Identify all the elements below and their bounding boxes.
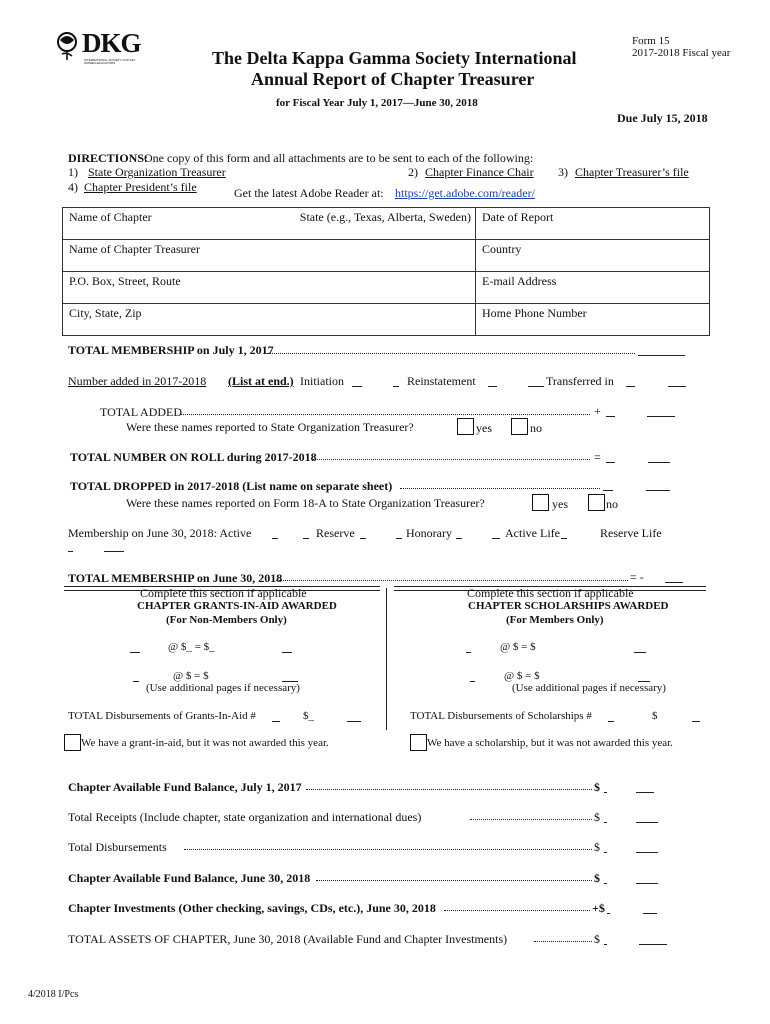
total-on-roll-input[interactable] bbox=[606, 462, 615, 463]
scholarship-row1-calc: @ $ = $ bbox=[500, 641, 536, 653]
scholarship-row1-name[interactable] bbox=[466, 652, 471, 653]
active-input[interactable] bbox=[272, 538, 278, 539]
scholarships-total-dollar: $ bbox=[652, 710, 658, 722]
transferred-label: Transferred in bbox=[546, 374, 614, 388]
grant-row1-name[interactable] bbox=[130, 652, 140, 653]
scholarships-total-label: TOTAL Disbursements of Scholarships # bbox=[410, 710, 592, 722]
city-field[interactable] bbox=[63, 304, 476, 336]
grant-row2-calc: @ $ = $ bbox=[173, 670, 209, 682]
dotted-leader bbox=[184, 849, 592, 850]
total-disbursements-input[interactable] bbox=[604, 852, 607, 853]
initiation-input-2[interactable] bbox=[393, 386, 399, 387]
table-row bbox=[63, 240, 710, 272]
reserve-input-2[interactable] bbox=[396, 538, 402, 539]
total-receipts-dollar: $ bbox=[594, 810, 600, 824]
scholarships-not-awarded-checkbox[interactable] bbox=[410, 734, 427, 751]
table-row bbox=[63, 208, 710, 240]
email-label: E-mail Address bbox=[482, 274, 557, 288]
state-field[interactable] bbox=[280, 208, 476, 240]
dotted-leader bbox=[400, 488, 600, 489]
total-disbursements-dollar: $ bbox=[594, 840, 600, 854]
grants-total-amount[interactable] bbox=[347, 721, 361, 722]
reported-no-label: no bbox=[530, 421, 542, 435]
direction-item-3-number: 3) bbox=[558, 165, 568, 179]
investments-input[interactable] bbox=[607, 913, 610, 914]
city-label: City, State, Zip bbox=[69, 306, 142, 320]
total-added-input-2[interactable] bbox=[647, 416, 675, 417]
number-added-label: Number added in 2017-2018 bbox=[68, 374, 207, 388]
total-on-roll-label: TOTAL NUMBER ON ROLL during 2017-2018 bbox=[70, 450, 317, 464]
direction-item-1-number: 1) bbox=[68, 165, 78, 179]
grants-additional-note: (Use additional pages if necessary) bbox=[146, 682, 300, 694]
total-membership-july: TOTAL MEMBERSHIP on July 1, 2017 bbox=[68, 343, 274, 357]
scholarships-complete-note: Complete this section if applicable bbox=[467, 586, 634, 600]
membership-june-label: Membership on June 30, 2018: Active bbox=[68, 526, 252, 540]
po-box-label: P.O. Box, Street, Route bbox=[69, 274, 181, 288]
reserve-label: Reserve bbox=[316, 526, 355, 540]
total-on-roll-input-2[interactable] bbox=[648, 462, 670, 463]
investments-input-2[interactable] bbox=[643, 913, 657, 914]
form18-yes-checkbox[interactable] bbox=[532, 494, 549, 511]
total-added-input[interactable] bbox=[606, 416, 615, 417]
fiscal-year-range: for Fiscal Year July 1, 2017—June 30, 2018 bbox=[276, 97, 478, 109]
reinstatement-input[interactable] bbox=[488, 386, 497, 387]
equals-dash-sign: = - bbox=[630, 570, 644, 584]
po-box-field[interactable] bbox=[63, 272, 476, 304]
initiation-input[interactable] bbox=[352, 386, 362, 387]
balance-june-dollar: $ bbox=[594, 871, 600, 885]
scholarship-row1-total[interactable] bbox=[634, 652, 646, 653]
active-input-2[interactable] bbox=[303, 538, 309, 539]
reported-question: Were these names reported to State Organization Treasurer? bbox=[126, 420, 414, 434]
scholarships-subtitle: (For Members Only) bbox=[506, 614, 604, 626]
investments-label: Chapter Investments (Other checking, savings, CDs, etc.), June 30, 2018 bbox=[68, 901, 436, 915]
scholarship-row2-name[interactable] bbox=[470, 681, 475, 682]
country-field[interactable] bbox=[476, 240, 710, 272]
grants-subtitle: (For Non-Members Only) bbox=[166, 614, 287, 626]
direction-item-4: Chapter President’s file bbox=[84, 180, 197, 194]
reported-yes-checkbox[interactable] bbox=[457, 418, 474, 435]
date-of-report-label: Date of Report bbox=[482, 210, 554, 224]
grant-row1-total[interactable] bbox=[282, 652, 292, 653]
adobe-reader-link[interactable]: https://get.adobe.com/reader/ bbox=[395, 186, 535, 200]
direction-item-2: Chapter Finance Chair bbox=[425, 165, 534, 179]
total-dropped-label: TOTAL DROPPED in 2017-2018 (List name on separate sheet) bbox=[70, 479, 393, 493]
dkg-logo bbox=[52, 26, 142, 72]
total-dropped-input-2[interactable] bbox=[646, 490, 670, 491]
treasurer-name-label: Name of Chapter Treasurer bbox=[69, 242, 200, 256]
dotted-leader bbox=[267, 353, 635, 354]
logo-subtext: INTERNATIONAL SOCIETY FOR KEY WOMEN EDUCATORS bbox=[84, 58, 136, 65]
balance-june-label: Chapter Available Fund Balance, June 30, 2018 bbox=[68, 871, 311, 885]
grants-total-label: TOTAL Disbursements of Grants-In-Aid # bbox=[68, 710, 256, 722]
form18-question: Were these names reported on Form 18-A to State Organization Treasurer? bbox=[126, 496, 485, 510]
table-row bbox=[63, 304, 710, 336]
form18-no-checkbox[interactable] bbox=[588, 494, 605, 511]
balance-july-input-2[interactable] bbox=[636, 792, 654, 793]
dotted-leader bbox=[312, 459, 590, 460]
treasurer-name-field[interactable] bbox=[63, 240, 476, 272]
balance-july-label: Chapter Available Fund Balance, July 1, 2017 bbox=[68, 780, 302, 794]
home-phone-field[interactable] bbox=[476, 304, 710, 336]
dotted-leader bbox=[276, 580, 628, 581]
grants-total-dollar: $_ bbox=[303, 710, 314, 722]
active-life-label: Active Life bbox=[505, 526, 560, 540]
reserve-life-input[interactable] bbox=[68, 551, 73, 552]
total-receipts-input[interactable] bbox=[604, 822, 607, 823]
grants-not-awarded-checkbox[interactable] bbox=[64, 734, 81, 751]
reserve-life-label: Reserve Life bbox=[600, 526, 662, 540]
scholarship-row2-calc: @ $ = $ bbox=[504, 670, 540, 682]
equals-sign: = bbox=[594, 450, 601, 464]
balance-july-input[interactable] bbox=[604, 792, 607, 793]
reserve-life-input-2[interactable] bbox=[104, 551, 124, 552]
chapter-info-table bbox=[62, 207, 710, 336]
form18-no-label: no bbox=[606, 497, 618, 511]
reinstatement-input-2[interactable] bbox=[528, 386, 544, 387]
total-membership-july-input[interactable] bbox=[638, 355, 685, 356]
dotted-leader bbox=[444, 910, 590, 911]
directions-label: DIRECTIONS: bbox=[68, 151, 149, 165]
direction-item-3: Chapter Treasurer’s file bbox=[575, 165, 689, 179]
total-disbursements-label: Total Disbursements bbox=[68, 840, 167, 854]
email-field[interactable] bbox=[476, 272, 710, 304]
grant-row2-name[interactable] bbox=[133, 681, 139, 682]
rose-emblem-icon bbox=[52, 30, 82, 62]
direction-item-1: State Organization Treasurer bbox=[88, 165, 226, 179]
total-dropped-input[interactable] bbox=[603, 490, 613, 491]
adobe-reader-text: Get the latest Adobe Reader at: bbox=[234, 186, 384, 200]
dotted-leader bbox=[180, 414, 590, 415]
total-assets-input[interactable] bbox=[604, 944, 607, 945]
scholarships-additional-note: (Use additional pages if necessary) bbox=[512, 682, 666, 694]
direction-item-2-number: 2) bbox=[408, 165, 418, 179]
honorary-input-2[interactable] bbox=[492, 538, 500, 539]
logo-text: DKG bbox=[82, 28, 141, 58]
direction-item-4-number: 4) bbox=[68, 180, 78, 194]
home-phone-label: Home Phone Number bbox=[482, 306, 587, 320]
grant-row1-calc: @ $_ = $_ bbox=[168, 641, 215, 653]
grants-not-awarded-label: We have a grant-in-aid, but it was not awarded this year. bbox=[81, 737, 329, 749]
honorary-input[interactable] bbox=[456, 538, 462, 539]
reported-no-checkbox[interactable] bbox=[511, 418, 528, 435]
investments-plus-dollar: +$ bbox=[592, 901, 605, 915]
table-row bbox=[63, 272, 710, 304]
form18-yes-label: yes bbox=[552, 497, 568, 511]
dotted-leader bbox=[534, 941, 592, 942]
initiation-label: Initiation bbox=[300, 374, 344, 388]
dotted-leader bbox=[316, 880, 592, 881]
footer-code: 4/2018 I/Pcs bbox=[28, 989, 79, 1000]
due-date: Due July 15, 2018 bbox=[617, 111, 708, 125]
total-membership-june-input[interactable] bbox=[665, 582, 683, 583]
plus-sign: + bbox=[594, 404, 601, 418]
active-life-input[interactable] bbox=[561, 538, 567, 539]
balance-june-input-2[interactable] bbox=[636, 883, 658, 884]
total-membership-june: TOTAL MEMBERSHIP on June 30, 2018 bbox=[68, 571, 283, 585]
total-receipts-label: Total Receipts (Include chapter, state organization and international dues) bbox=[68, 810, 422, 824]
list-at-end-label: (List at end.) bbox=[228, 374, 294, 388]
reserve-input[interactable] bbox=[360, 538, 366, 539]
grants-title: CHAPTER GRANTS-IN-AID AWARDED bbox=[137, 600, 337, 612]
balance-july-dollar: $ bbox=[594, 780, 600, 794]
grants-total-count[interactable] bbox=[272, 721, 280, 722]
section-vertical-divider bbox=[386, 588, 387, 730]
directions-text: One copy of this form and all attachments are to be sent to each of the following: bbox=[144, 151, 534, 165]
total-added-label: TOTAL ADDED bbox=[100, 405, 183, 419]
page-title: The Delta Kappa Gamma Society International bbox=[212, 48, 577, 68]
chapter-name-label: Name of Chapter bbox=[69, 210, 152, 224]
page-subtitle: Annual Report of Chapter Treasurer bbox=[251, 69, 535, 89]
scholarships-title: CHAPTER SCHOLARSHIPS AWARDED bbox=[468, 600, 669, 612]
grants-complete-note: Complete this section if applicable bbox=[140, 586, 307, 600]
scholarships-total-amount[interactable] bbox=[692, 721, 700, 722]
date-of-report-field[interactable] bbox=[476, 208, 710, 240]
total-assets-dollar: $ bbox=[594, 932, 600, 946]
fiscal-year-label: 2017-2018 Fiscal year bbox=[632, 47, 731, 59]
dotted-leader bbox=[306, 789, 592, 790]
total-assets-label: TOTAL ASSETS OF CHAPTER, June 30, 2018 (Available Fund and Chapter Investments) bbox=[68, 932, 508, 946]
form-number: Form 15 bbox=[632, 35, 670, 47]
dotted-leader bbox=[470, 819, 592, 820]
reported-yes-label: yes bbox=[476, 421, 492, 435]
reinstatement-label: Reinstatement bbox=[407, 374, 476, 388]
scholarships-total-count[interactable] bbox=[608, 721, 614, 722]
country-label: Country bbox=[482, 242, 522, 256]
transferred-input-2[interactable] bbox=[668, 386, 686, 387]
total-receipts-input-2[interactable] bbox=[636, 822, 658, 823]
transferred-input[interactable] bbox=[626, 386, 635, 387]
scholarships-not-awarded-label: We have a scholarship, but it was not awarded this year. bbox=[427, 737, 673, 749]
balance-june-input[interactable] bbox=[604, 883, 607, 884]
total-assets-input-2[interactable] bbox=[639, 944, 667, 945]
total-disbursements-input-2[interactable] bbox=[636, 852, 658, 853]
state-label: State (e.g., Texas, Alberta, Sweden) bbox=[299, 210, 471, 224]
chapter-name-field[interactable] bbox=[63, 208, 281, 240]
honorary-label: Honorary bbox=[406, 526, 452, 540]
